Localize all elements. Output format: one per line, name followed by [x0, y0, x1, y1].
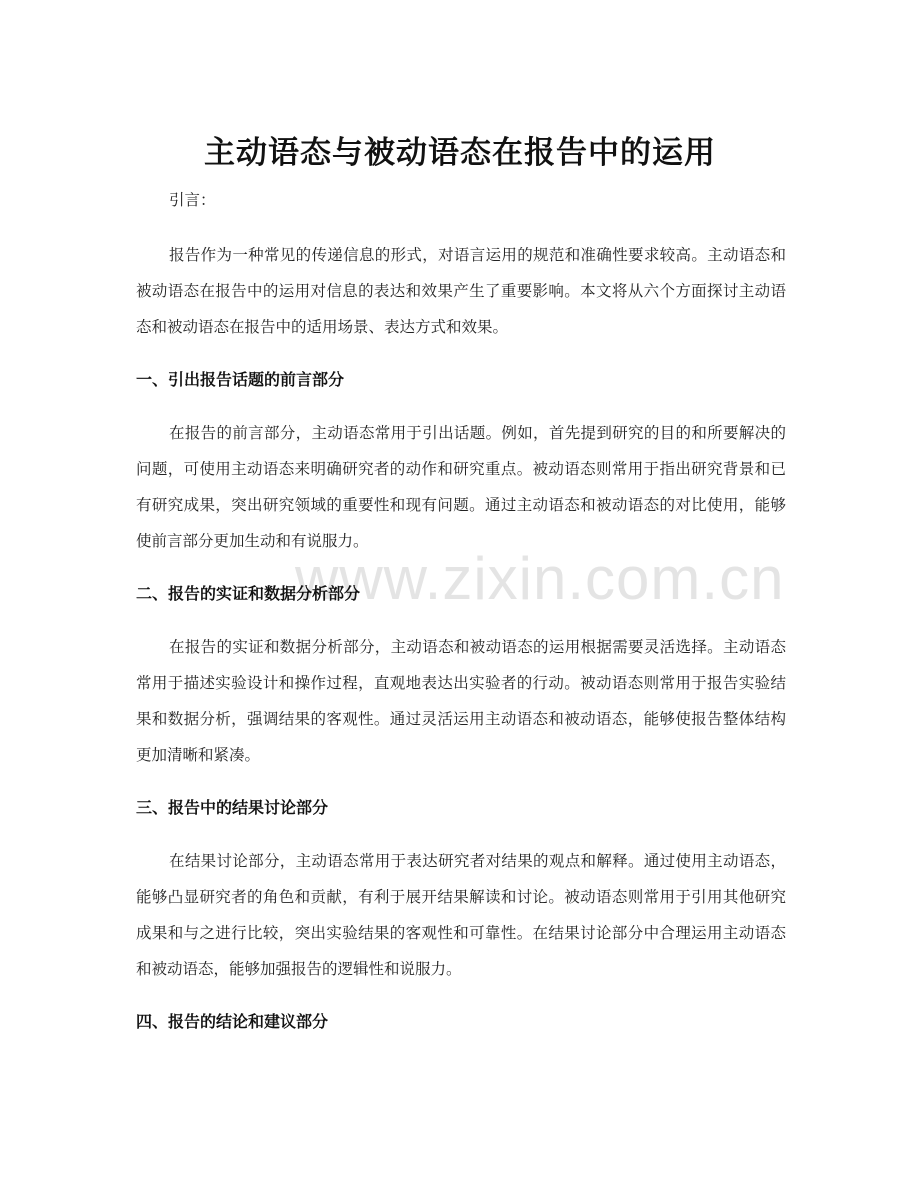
intro-label: 引言：: [169, 191, 216, 209]
watermark-text: www.zixin.com.cn: [295, 545, 785, 612]
section-heading-4: 四、报告的结论和建议部分: [136, 1012, 329, 1031]
document-body: [136, 182, 786, 1040]
section-heading-1: 一、引出报告话题的前言部分: [136, 370, 345, 389]
intro-paragraph: 报告作为一种常见的传递信息的形式，对语言运用的规范和准确性要求较高。主动语态和被动语态在报告中的运用对信息的表达和效果产生了重要影响。本文将从六个方面探讨主动语态和被动语态在报告中的适用场景、表达方式和效果。: [136, 246, 786, 336]
section-heading-2: 二、报告的实证和数据分析部分: [136, 584, 361, 603]
section-paragraph-3: 在结果讨论部分，主动语态常用于表达研究者对结果的观点和解释。通过使用主动语态，能够凸显研究者的角色和贡献，有利于展开结果解读和讨论。被动语态则常用于引用其他研究成果和与之进行比较，突出实验结果的客观性和可靠性。在结果讨论部分中合理运用主动语态和被动语态，能够加强报告的逻辑性和说服力。: [136, 852, 786, 978]
section-paragraph-2: 在报告的实证和数据分析部分，主动语态和被动语态的运用根据需要灵活选择。主动语态常用于描述实验设计和操作过程，直观地表达出实验者的行动。被动语态则常用于报告实验结果和数据分析，强调结果的客观性。通过灵活运用主动语态和被动语态，能够使报告整体结构更加清晰和紧凑。: [136, 638, 786, 764]
section-heading-3: 三、报告中的结果讨论部分: [136, 798, 329, 817]
document-title: 主动语态与被动语态在报告中的运用: [204, 134, 716, 171]
section-paragraph-1: 在报告的前言部分，主动语态常用于引出话题。例如，首先提到研究的目的和所要解决的问题，可使用主动语态来明确研究者的动作和研究重点。被动语态则常用于指出研究背景和已有研究成果，突出研究领域的重要性和现有问题。通过主动语态和被动语态的对比使用，能够使前言部分更加生动和有说服力。: [136, 424, 786, 550]
